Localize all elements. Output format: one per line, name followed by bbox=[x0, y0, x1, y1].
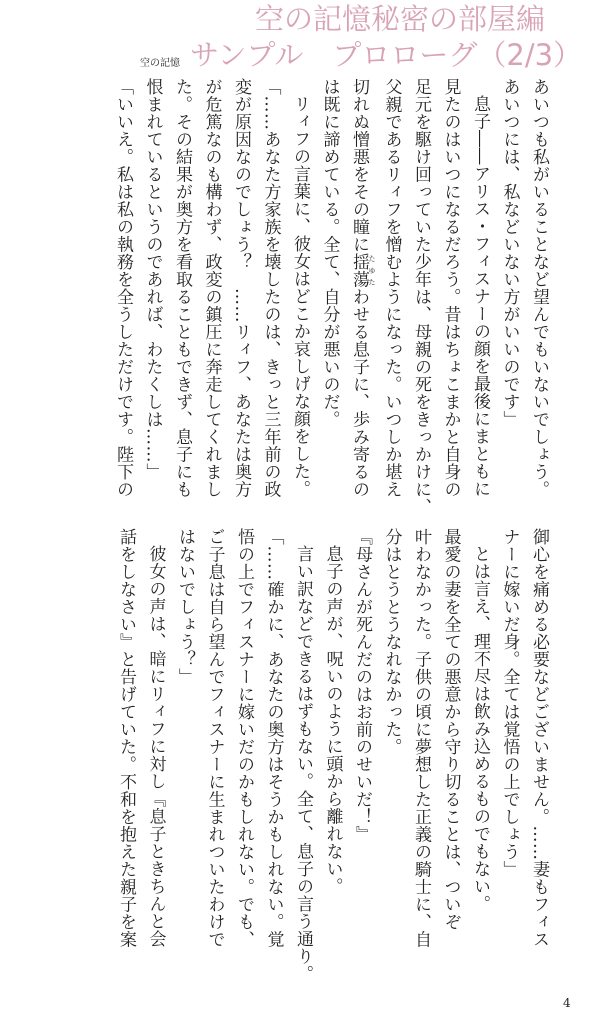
text-segment: わせる息子に、歩み寄るの bbox=[349, 288, 369, 498]
text-line: ナーに嫁いだ身。全ては覚悟の上でしょう」 bbox=[499, 528, 520, 878]
text-line: 言い訳などできるはずもない。全て、息子の言う通り。 bbox=[293, 545, 313, 983]
text-line: 叶わなかった。子供の頃に夢想した正義の騎士に、自 bbox=[411, 528, 431, 948]
text-line: は既に諦めている。全て、自分が悪いのだ。 bbox=[319, 78, 340, 428]
text-line: 足元を駆け回っていた少年は、母親の死をきっかけに、 bbox=[411, 78, 431, 516]
text-line: ご子息は自ら望んでフィスナーに生まれついたわけで bbox=[204, 528, 225, 948]
text-line: 分はとうとうなれなかった。 bbox=[381, 528, 402, 756]
watermark-title: 空の記憶秘密の部屋編 bbox=[254, 2, 545, 36]
text-line: 父親であるリィフを憎むようになった。いつしか堪え bbox=[381, 78, 402, 498]
text-line: リィフの言葉に、彼女はどこか哀しげな顔をした。 bbox=[290, 95, 310, 498]
text-block-bottom bbox=[111, 528, 554, 983]
text-line: とは言え、理不尽は飲み込めるものでもない。 bbox=[470, 545, 490, 913]
text-line: 御心を痛める必要などございません。……妻もフィス bbox=[529, 528, 549, 948]
text-line: 最愛の妻を全ての悪意から守り切ることは、ついぞ bbox=[440, 528, 461, 931]
text-line: はないでしょう？」 bbox=[175, 528, 195, 686]
watermark-subtitle: サンプル プロローグ（2/3） bbox=[190, 38, 583, 72]
text-line: 見たのはいつになるだろう。昔はちょこまかと自身の bbox=[440, 78, 461, 498]
text-line: 息子の声が、呪いのように頭から離れない。 bbox=[322, 545, 343, 895]
text-line: 話をしなさい』と告げていた。不和を抱えた親子を案 bbox=[116, 528, 136, 948]
running-head: 空の記憶 bbox=[140, 58, 180, 69]
text-line: 彼女の声は、暗にリィフに対し『息子ときちんと会 bbox=[145, 545, 166, 948]
page-number: 4 bbox=[563, 996, 571, 1010]
text-line: 変が原因なのでしょう？ ……リィフ、あなたは奥方 bbox=[231, 78, 251, 498]
text-line: が危篤なのも構わず、政変の鎮圧に奔走してくれまし bbox=[201, 78, 222, 498]
text-line: 「いいえ。私は私の執務を全うしただけです。陛下の bbox=[113, 78, 133, 498]
text-line: た。その結果が奥方を看取ることもできず、息子にも bbox=[172, 78, 192, 498]
text-line bbox=[344, 78, 377, 518]
text-line: あいつには、私などいない方がいいのです」 bbox=[499, 78, 520, 428]
text-line: 「……確かに、あなたの奥方はそうかもしれない。覚 bbox=[263, 528, 284, 948]
text-line: 恨まれているというのであれば、わたくしは……」 bbox=[142, 78, 163, 481]
text-line: 悟の上でフィスナーに嫁いだのかもしれない。でも、 bbox=[234, 528, 254, 948]
ruby-base: 揺蕩 bbox=[349, 253, 369, 288]
text-block-top bbox=[108, 78, 554, 518]
ruby-word bbox=[349, 253, 376, 288]
text-line: 「……あなた方家族を壊したのは、きっと三年前の政 bbox=[260, 78, 281, 498]
text-line: あいつも私がいることなど望んでもいないでしょう。 bbox=[529, 78, 549, 498]
ruby-reading: たゆた bbox=[368, 253, 376, 288]
text-segment: 切れぬ憎悪をその瞳に bbox=[349, 78, 369, 253]
text-line: 『母さんが死んだのはお前のせいだ！』 bbox=[352, 528, 372, 843]
text-line: 息子――アリス・フィスナーの顔を最後にまともに bbox=[470, 95, 490, 498]
